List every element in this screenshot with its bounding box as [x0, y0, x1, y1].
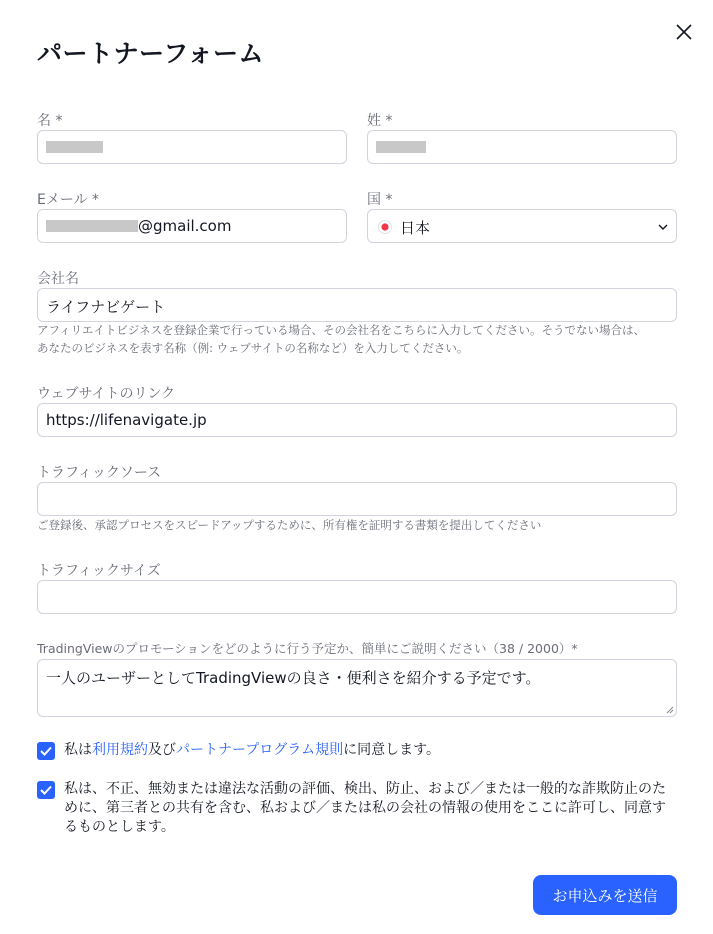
website-value: https://lifenavigate.jp [46, 411, 207, 429]
agree-data-line3: るものとします。 [64, 819, 175, 835]
company-input[interactable] [37, 288, 677, 322]
redacted-text [46, 141, 103, 153]
promotion-label: TradingViewのプロモーションをどのように行う予定か、簡単にご説明ください（38 / 2000）* [37, 641, 578, 656]
traffic-size-input[interactable] [37, 580, 677, 614]
traffic-source-hint: ご登録後、承認プロセスをスピードアップするために、所有権を証明する書類を提出してください [37, 518, 542, 532]
email-label: Eメール * [37, 192, 100, 208]
company-label: 会社名 [37, 271, 79, 287]
company-hint-line1: アフィリエイトビジネスを登録企業で行っている場合、その会社名をこちらに入力してください。そうでない場合は、 [37, 323, 645, 337]
country-select[interactable] [367, 209, 677, 243]
page-title: パートナーフォーム [37, 39, 265, 68]
agree-terms-prefix: 私は [64, 742, 92, 758]
website-label: ウェブサイトのリンク [37, 386, 176, 402]
checkmark-icon [37, 781, 55, 799]
company-hint-line2: あなたのビジネスを表す名称（例: ウェブサイトの名称など）を入力してください。 [37, 341, 469, 355]
website-input[interactable] [37, 403, 677, 437]
traffic-source-input[interactable] [37, 482, 677, 516]
checkmark-icon [37, 742, 55, 760]
traffic-source-label: トラフィックソース [37, 465, 162, 481]
japan-flag-icon [378, 220, 392, 234]
first-name-input[interactable] [37, 130, 347, 164]
partner-program-rules-link[interactable]: パートナープログラム規則 [176, 742, 344, 758]
agree-terms-checkbox[interactable] [37, 742, 55, 760]
last-name-input[interactable] [367, 130, 677, 164]
last-name-label: 姓 * [367, 113, 393, 129]
agree-terms-middle: 及び [148, 742, 176, 758]
agree-terms-text [64, 741, 440, 760]
promotion-value: 一人のユーザーとしてTradingViewの良さ・便利さを紹介する予定です。 [46, 669, 541, 687]
close-icon[interactable] [672, 20, 696, 44]
email-input[interactable] [37, 209, 347, 243]
agree-data-checkbox[interactable] [37, 781, 55, 799]
country-label: 国 * [367, 192, 393, 208]
email-domain: @gmail.com [138, 217, 232, 235]
submit-button[interactable]: お申込みを送信 [533, 875, 677, 915]
first-name-label: 名 * [37, 113, 63, 129]
redacted-text [46, 220, 138, 232]
traffic-size-label: トラフィックサイズ [37, 563, 161, 579]
agree-data-line2: めに、第三者との共有を含む、私および／または私の会社の情報の使用をここに許可し、同意す [64, 800, 666, 816]
resize-handle-icon[interactable] [666, 706, 674, 714]
agree-terms-suffix: に同意します。 [343, 742, 441, 758]
chevron-down-icon [657, 221, 669, 233]
redacted-text [376, 141, 426, 153]
agree-data-line1: 私は、不正、無効または違法な活動の評価、検出、防止、および／または一般的な詐欺防止のた [64, 781, 666, 797]
promotion-textarea[interactable] [37, 659, 677, 717]
company-value: ライフナビゲート [46, 298, 166, 316]
terms-of-use-link[interactable]: 利用規約 [92, 742, 148, 758]
country-value: 日本 [400, 219, 431, 237]
